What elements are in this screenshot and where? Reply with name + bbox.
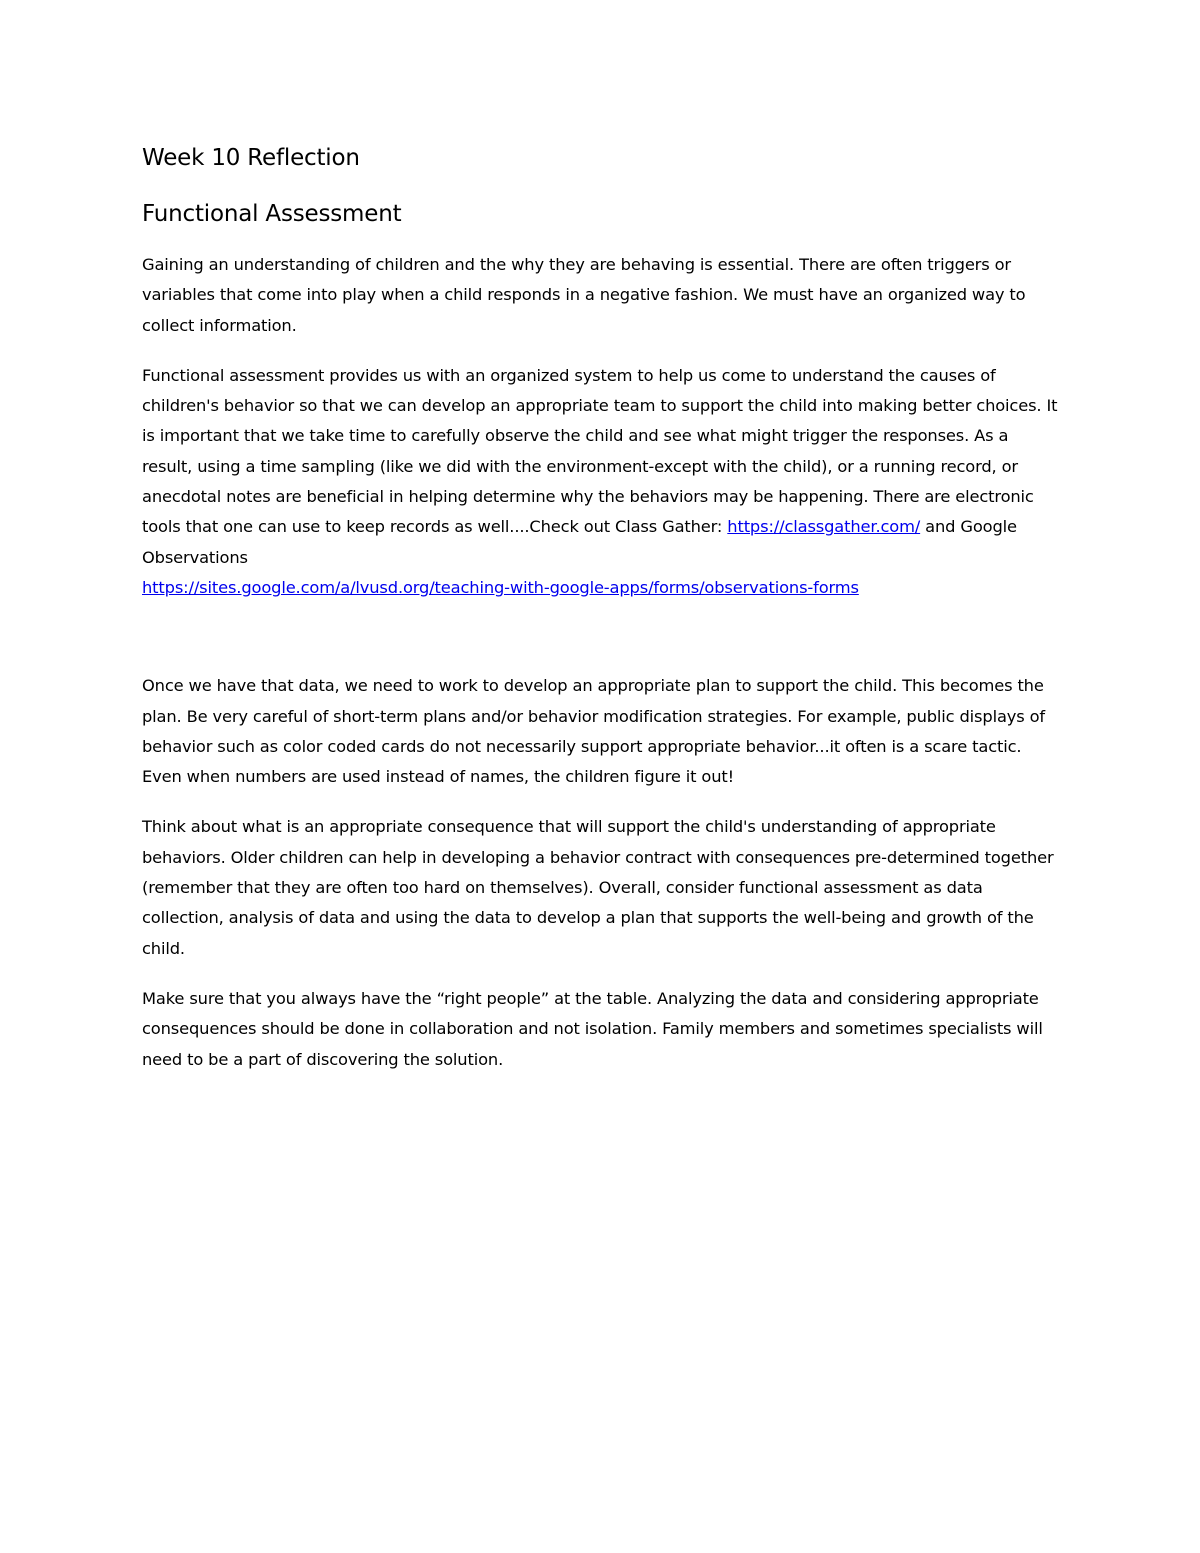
paragraph-collaboration: Make sure that you always have the “right people” at the table. Analyzing the data and considering appropriate consequences should be done in collaboration and not isolation. Family members and sometimes specialists will need to be a part of discovering the solution. <box>142 988 1043 1069</box>
classgather-link[interactable]: https://classgather.com/ <box>727 517 921 537</box>
paragraph-text: and Google Observations <box>142 517 1017 567</box>
google-observations-link[interactable]: https://sites.google.com/a/lvusd.org/teaching-with-google-apps/forms/observations-forms <box>142 577 859 597</box>
paragraph-consequence: Think about what is an appropriate consequence that will support the child's understanding of appropriate behaviors. Older children can help in developing a behavior contract with consequences pre-determined together (remember that they are often too hard on themselves). Overall, consider functional assessment as data collection, analysis of data and using the data to develop a plan that supports the well-being and growth of the child. <box>142 817 1054 958</box>
paragraph-intro: Gaining an understanding of children and the why they are behaving is essential. There are often triggers or variables that come into play when a child responds in a negative fashion. We must have an organized way to collect information. <box>142 255 1026 335</box>
document-body <box>142 140 1062 1095</box>
section-heading: Functional Assessment <box>142 201 402 227</box>
paragraph-functional-assessment <box>142 361 1062 603</box>
paragraph-text: Functional assessment provides us with an organized system to help us come to understand the causes of children's behavior so that we can develop an appropriate team to support the child into making better choices. It is important that we take time to carefully observe the child and see what might trigger the responses. As a result, using a time sampling (like we did with the environment-except with the child), or a running record, or anecdotal notes are beneficial in helping determine why the behaviors may be happening. There are electronic tools that one can use to keep records as well....Check out Class Gather: <box>142 365 1058 537</box>
document-title: Week 10 Reflection <box>142 145 360 171</box>
paragraph-plan: Once we have that data, we need to work to develop an appropriate plan to support the child. This becomes the plan. Be very careful of short-term plans and/or behavior modification strategies. For example, public displays of behavior such as color coded cards do not necessarily support appropriate behavior...it often is a scare tactic. Even when numbers are used instead of names, the children figure it out! <box>142 676 1046 787</box>
